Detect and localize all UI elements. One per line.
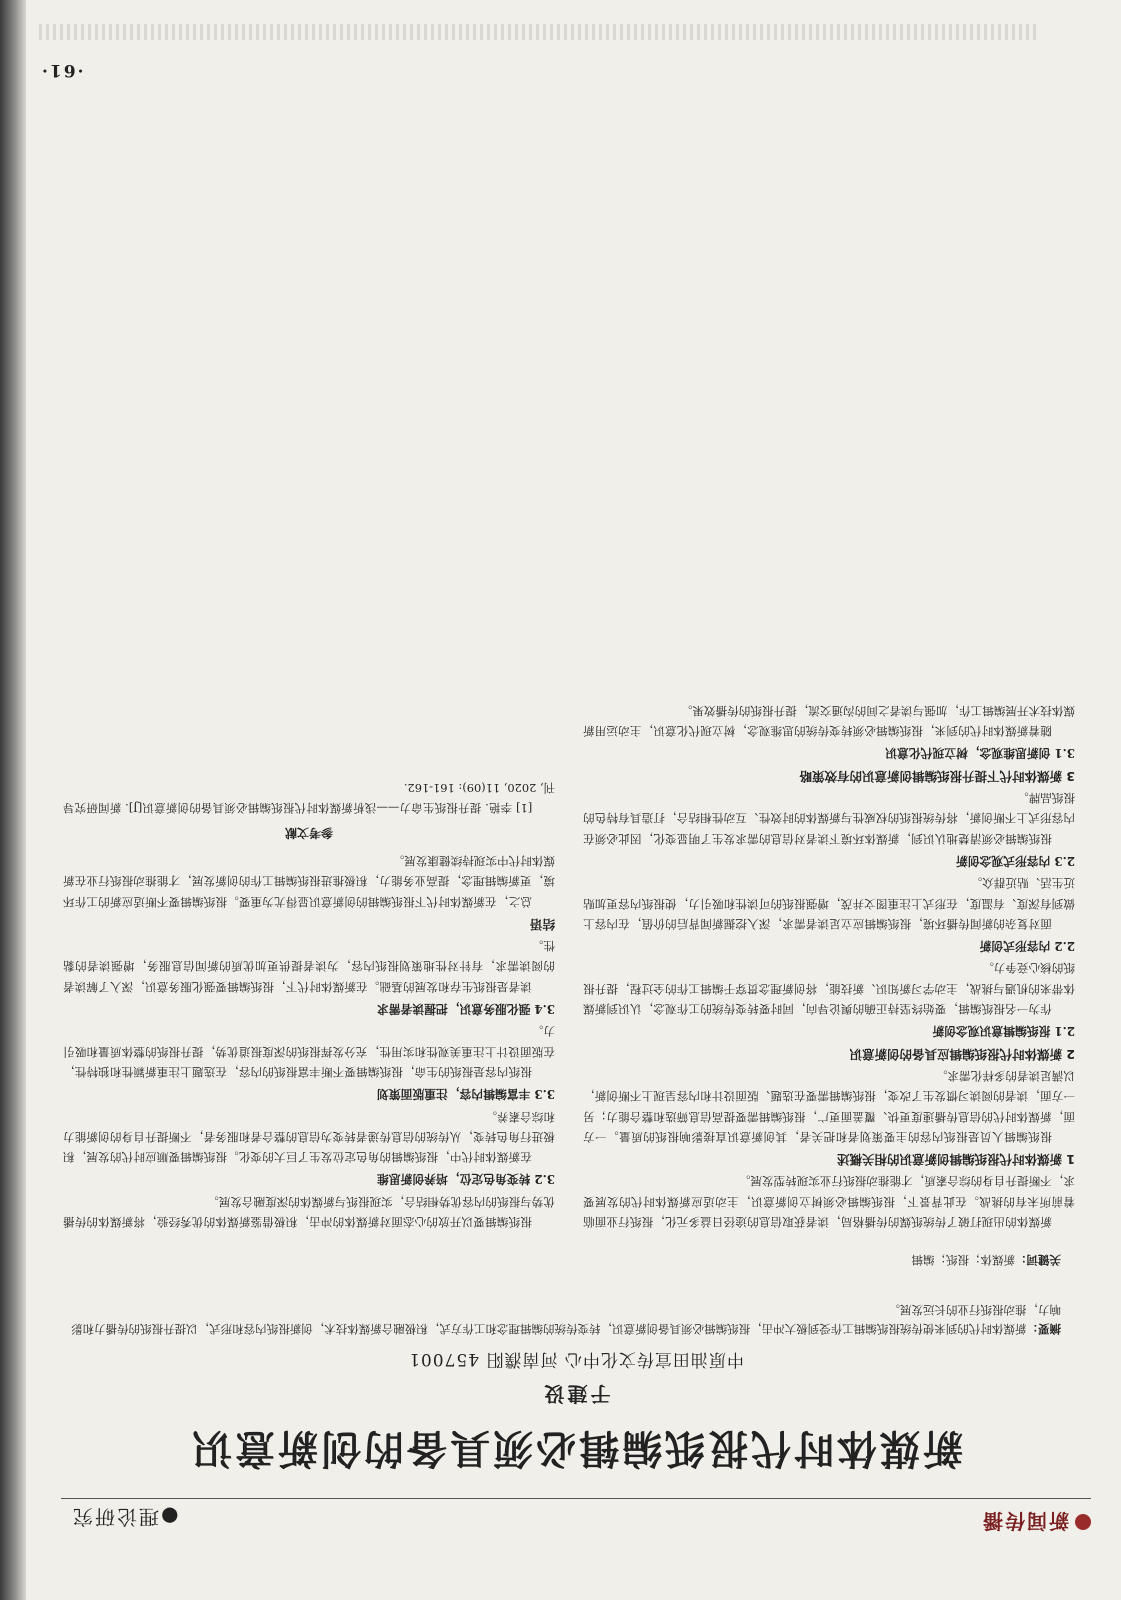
paragraph: 面对复杂的新闻传播环境，报纸编辑应立足读者需求，深入挖掘新闻背后的价值，在内容上做到有深度、有温度，在形式上注重图文并茂，增强报纸的可读性和吸引力，使报纸内容更加贴近生活、贴近群众。 — [583, 876, 1075, 931]
bleed-through-text — [36, 24, 1036, 40]
subsection-heading: 2.3 内容形式观念创新 — [955, 853, 1075, 868]
subsection-heading: 3.1 创新思维观念，树立现代化意识 — [885, 746, 1075, 761]
keywords-label: 关键词： — [1015, 1253, 1061, 1267]
article-title: 新媒体时代报纸编辑必须具备的创新意识 — [189, 1425, 963, 1471]
paragraph: 作为一名报纸编辑，要始终坚持正确的舆论导向，同时要转变传统的工作观念，认识到新媒体带来的机遇与挑战，主动学习新知识、新技能，将创新理念贯穿于编辑工作的全过程，提升报纸的核心竞争力。 — [583, 961, 1075, 1017]
abstract-text: 新媒体时代的到来使传统报纸编辑工作受到极大冲击，报纸编辑必须具备创新意识，转变传统的编辑理念和工作方式，积极融合新媒体技术，创新报纸内容和形式，以提升报纸的传播力和影响力，推动报纸行业的长远发展。 — [70, 1303, 1061, 1336]
section-label: ●理论研究 — [71, 1505, 179, 1529]
subsection-heading: 3.2 转变角色定位，培养创新思维 — [377, 1172, 555, 1187]
journal-name: 新闻传播 — [981, 1509, 1069, 1533]
paragraph: 报纸编辑人员是报纸内容的主要策划者和把关者，其创新意识直接影响报纸的质量。一方面，新媒体时代的信息传播速度更快、覆盖面更广，报纸编辑需要提高信息筛选和整合能力；另一方面，读者的阅读习惯发生了改变，报纸编辑需要在选题、版面设计和内容呈现上不断创新，以满足读者的多样化需求。 — [583, 1068, 1075, 1144]
page-header — [61, 1498, 1091, 1545]
keywords-text: 新媒体；报纸；编辑 — [911, 1253, 1015, 1267]
section-heading: 结语 — [529, 916, 555, 932]
paragraph: 总之，在新媒体时代下报纸编辑的创新意识显得尤为重要。报纸编辑要不断适应新的工作环境，更新编辑理念，提高业务能力，积极推进报纸编辑工作的创新发展，才能推动报纸行业在新媒体时代中实现持续健康发展。 — [63, 853, 555, 909]
paragraph: 随着新媒体时代的到来，报纸编辑必须转变传统的思维观念，树立现代化意识，主动运用新媒体技术开展编辑工作，加强与读者之间的沟通交流，提升报纸的传播效果。 — [583, 703, 1075, 739]
subsection-heading: 3.3 丰富编辑内容，注重版面策划 — [377, 1087, 555, 1102]
article-author: 于建设 — [541, 1382, 611, 1406]
scanner-edge — [0, 0, 26, 1600]
paragraph: 新媒体的出现打破了传统纸媒的传播格局，读者获取信息的途径日益多元化，报纸行业面临着前所未有的挑战。在此背景下，报纸编辑必须树立创新意识，主动适应新媒体时代的发展要求，不断提升自身的综合素质，才能推动报纸行业实现转型发展。 — [583, 1174, 1075, 1229]
column-left — [583, 701, 1075, 1232]
page-number: ·61· — [40, 60, 84, 80]
keywords — [71, 1252, 1061, 1268]
paragraph: 在新媒体时代中，报纸编辑的角色定位发生了巨大的变化。报纸编辑要顺应时代的发展，积极进行角色转变，从传统的信息传递者转变为信息的整合者和服务者，不断提升自身的创新能力和综合素养。 — [63, 1109, 555, 1165]
journal-logo-icon — [1075, 1515, 1091, 1531]
section-heading: 3 新媒体时代下提升报纸编辑创新意识的有效策略 — [799, 768, 1075, 784]
section-heading: 2 新媒体时代报纸编辑应具备的创新意识 — [849, 1046, 1075, 1062]
reference-item: [1] 李艳. 提升报纸生命力——浅析新媒体时代报纸编辑必须具备的创新意识[J]. 新闻研究导刊, 2020, 11(09): 161-162. — [63, 781, 555, 816]
subsection-heading: 2.2 内容形式创新 — [979, 939, 1075, 954]
paragraph: 读者是报纸生存和发展的基础。在新媒体时代下，报纸编辑要强化服务意识，深入了解读者的阅读需求，有针对性地策划报纸内容，为读者提供更加优质的新闻信息服务，增强读者的黏性。 — [63, 939, 555, 994]
section-heading: 1 新媒体时代报纸编辑创新意识的相关概述 — [836, 1152, 1075, 1168]
journal-logo — [981, 1508, 1091, 1537]
paragraph: 报纸编辑要以开放的心态面对新媒体的冲击，积极借鉴新媒体的优秀经验，将新媒体的传播优势与报纸的内容优势相结合，实现报纸与新媒体的深度融合发展。 — [63, 1194, 555, 1229]
abstract-label: 摘要： — [1026, 1322, 1061, 1336]
abstract — [71, 1300, 1061, 1338]
paragraph: 报纸编辑必须清楚地认识到，新媒体环境下读者对信息的需求发生了明显变化，因此必须在内容形式上不断创新，将传统报纸的权威性与新媒体的时效性、互动性相结合，打造具有特色的报纸品牌。 — [583, 791, 1075, 846]
column-right — [63, 778, 555, 1232]
subsection-heading: 2.1 报纸编辑意识观念创新 — [932, 1024, 1075, 1039]
references-heading: 参考文献 — [285, 825, 334, 840]
paragraph: 报纸内容是报纸的生命，报纸编辑要不断丰富报纸的内容，在选题上注重新颖性和独特性，在版面设计上注重美观性和实用性，充分发挥报纸的深度报道优势，提升报纸的整体质量和吸引力。 — [63, 1024, 555, 1079]
article-affiliation: 中原油田宣传文化中心 河南濮阳 457001 — [408, 1349, 744, 1369]
subsection-heading: 3.4 强化服务意识，把握读者需求 — [377, 1002, 555, 1017]
